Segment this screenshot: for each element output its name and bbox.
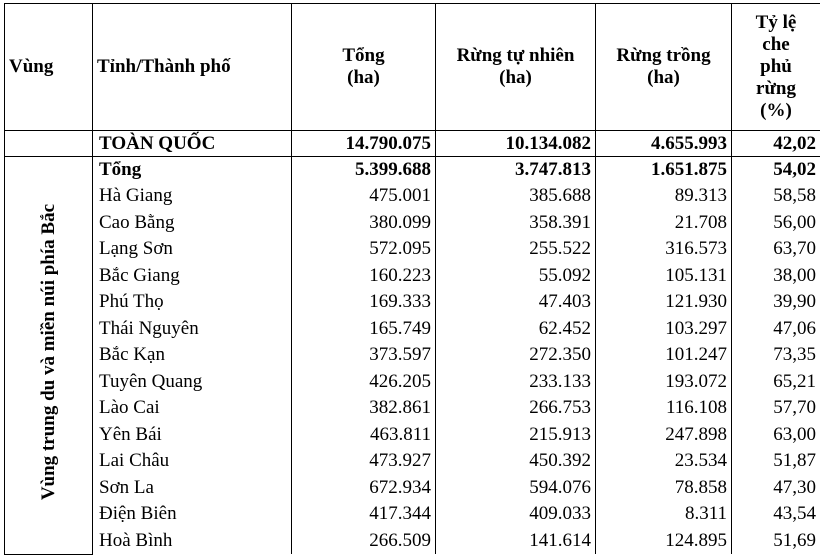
national-region-cell xyxy=(5,131,93,157)
province-planted: 103.297 xyxy=(596,316,732,343)
table-row xyxy=(5,369,821,396)
province-natural: 47.403 xyxy=(436,289,596,316)
national-planted: 4.655.993 xyxy=(596,131,732,157)
province-coverage: 73,35 xyxy=(732,342,821,369)
table-row xyxy=(5,289,821,316)
table-row xyxy=(5,263,821,290)
province-total: 475.001 xyxy=(292,183,436,210)
table-row xyxy=(5,528,821,555)
table-row xyxy=(5,236,821,263)
province-planted: 193.072 xyxy=(596,369,732,396)
region-total: 5.399.688 xyxy=(292,157,436,184)
province-planted: 89.313 xyxy=(596,183,732,210)
province-planted: 78.858 xyxy=(596,475,732,502)
province-planted: 121.930 xyxy=(596,289,732,316)
province-planted: 23.534 xyxy=(596,448,732,475)
province-planted: 247.898 xyxy=(596,422,732,449)
national-natural: 10.134.082 xyxy=(436,131,596,157)
province-coverage: 47,06 xyxy=(732,316,821,343)
region-name-cell xyxy=(5,157,93,555)
province-total: 169.333 xyxy=(292,289,436,316)
province-natural: 385.688 xyxy=(436,183,596,210)
province-coverage: 58,58 xyxy=(732,183,821,210)
province-planted: 21.708 xyxy=(596,210,732,237)
header-coverage-ratio: Tỷ lệ che phủ rừng (%) xyxy=(732,4,821,131)
region-natural: 3.747.813 xyxy=(436,157,596,184)
province-total: 165.749 xyxy=(292,316,436,343)
province-coverage: 51,87 xyxy=(732,448,821,475)
province-coverage: 63,00 xyxy=(732,422,821,449)
province-natural: 62.452 xyxy=(436,316,596,343)
province-total: 426.205 xyxy=(292,369,436,396)
province-total: 463.811 xyxy=(292,422,436,449)
province-coverage: 63,70 xyxy=(732,236,821,263)
province-planted: 8.311 xyxy=(596,501,732,528)
province-natural: 358.391 xyxy=(436,210,596,237)
province-natural: 255.522 xyxy=(436,236,596,263)
table-row xyxy=(5,475,821,502)
national-total: 14.790.075 xyxy=(292,131,436,157)
province-name: Lào Cai xyxy=(93,395,292,422)
region-planted: 1.651.875 xyxy=(596,157,732,184)
province-total: 160.223 xyxy=(292,263,436,290)
province-total: 382.861 xyxy=(292,395,436,422)
province-coverage: 57,70 xyxy=(732,395,821,422)
province-name: Sơn La xyxy=(93,475,292,502)
province-name: Phú Thọ xyxy=(93,289,292,316)
province-name: Điện Biên xyxy=(93,501,292,528)
province-planted: 101.247 xyxy=(596,342,732,369)
province-coverage: 38,00 xyxy=(732,263,821,290)
province-natural: 272.350 xyxy=(436,342,596,369)
header-region: Vùng xyxy=(5,4,93,131)
province-total: 572.095 xyxy=(292,236,436,263)
province-coverage: 47,30 xyxy=(732,475,821,502)
table-row xyxy=(5,448,821,475)
province-planted: 105.131 xyxy=(596,263,732,290)
province-name: Lai Châu xyxy=(93,448,292,475)
province-name: Hoà Bình xyxy=(93,528,292,555)
province-name: Lạng Sơn xyxy=(93,236,292,263)
province-natural: 233.133 xyxy=(436,369,596,396)
region-total-row xyxy=(5,157,821,184)
province-natural: 409.033 xyxy=(436,501,596,528)
header-row xyxy=(5,4,821,131)
region-total-label: Tổng xyxy=(93,157,292,184)
national-total-row xyxy=(5,131,821,157)
province-total: 266.509 xyxy=(292,528,436,555)
header-natural-forest: Rừng tự nhiên (ha) xyxy=(436,4,596,131)
province-natural: 594.076 xyxy=(436,475,596,502)
province-total: 473.927 xyxy=(292,448,436,475)
province-name: Tuyên Quang xyxy=(93,369,292,396)
province-natural: 215.913 xyxy=(436,422,596,449)
national-coverage: 42,02 xyxy=(732,131,821,157)
province-planted: 116.108 xyxy=(596,395,732,422)
province-total: 417.344 xyxy=(292,501,436,528)
table-row xyxy=(5,210,821,237)
national-label: TOÀN QUỐC xyxy=(93,131,292,157)
province-total: 373.597 xyxy=(292,342,436,369)
header-planted-forest: Rừng trồng (ha) xyxy=(596,4,732,131)
province-natural: 141.614 xyxy=(436,528,596,555)
region-name: Vùng trung du và miền núi phía Bắc xyxy=(37,204,59,501)
table-row xyxy=(5,501,821,528)
forest-statistics-sheet xyxy=(4,3,820,557)
province-planted: 124.895 xyxy=(596,528,732,555)
header-total: Tổng (ha) xyxy=(292,4,436,131)
table-row xyxy=(5,422,821,449)
province-name: Yên Bái xyxy=(93,422,292,449)
province-coverage: 65,21 xyxy=(732,369,821,396)
province-natural: 55.092 xyxy=(436,263,596,290)
table-row xyxy=(5,395,821,422)
province-name: Bắc Giang xyxy=(93,263,292,290)
table-row xyxy=(5,316,821,343)
province-total: 380.099 xyxy=(292,210,436,237)
province-coverage: 56,00 xyxy=(732,210,821,237)
region-coverage: 54,02 xyxy=(732,157,821,184)
table-row xyxy=(5,342,821,369)
province-name: Cao Bằng xyxy=(93,210,292,237)
forest-area-table xyxy=(4,3,820,555)
province-total: 672.934 xyxy=(292,475,436,502)
province-name: Bắc Kạn xyxy=(93,342,292,369)
province-coverage: 51,69 xyxy=(732,528,821,555)
province-name: Thái Nguyên xyxy=(93,316,292,343)
province-coverage: 43,54 xyxy=(732,501,821,528)
province-name: Hà Giang xyxy=(93,183,292,210)
table-row xyxy=(5,183,821,210)
province-natural: 266.753 xyxy=(436,395,596,422)
header-province: Tỉnh/Thành phố xyxy=(93,4,292,131)
province-natural: 450.392 xyxy=(436,448,596,475)
province-coverage: 39,90 xyxy=(732,289,821,316)
province-planted: 316.573 xyxy=(596,236,732,263)
